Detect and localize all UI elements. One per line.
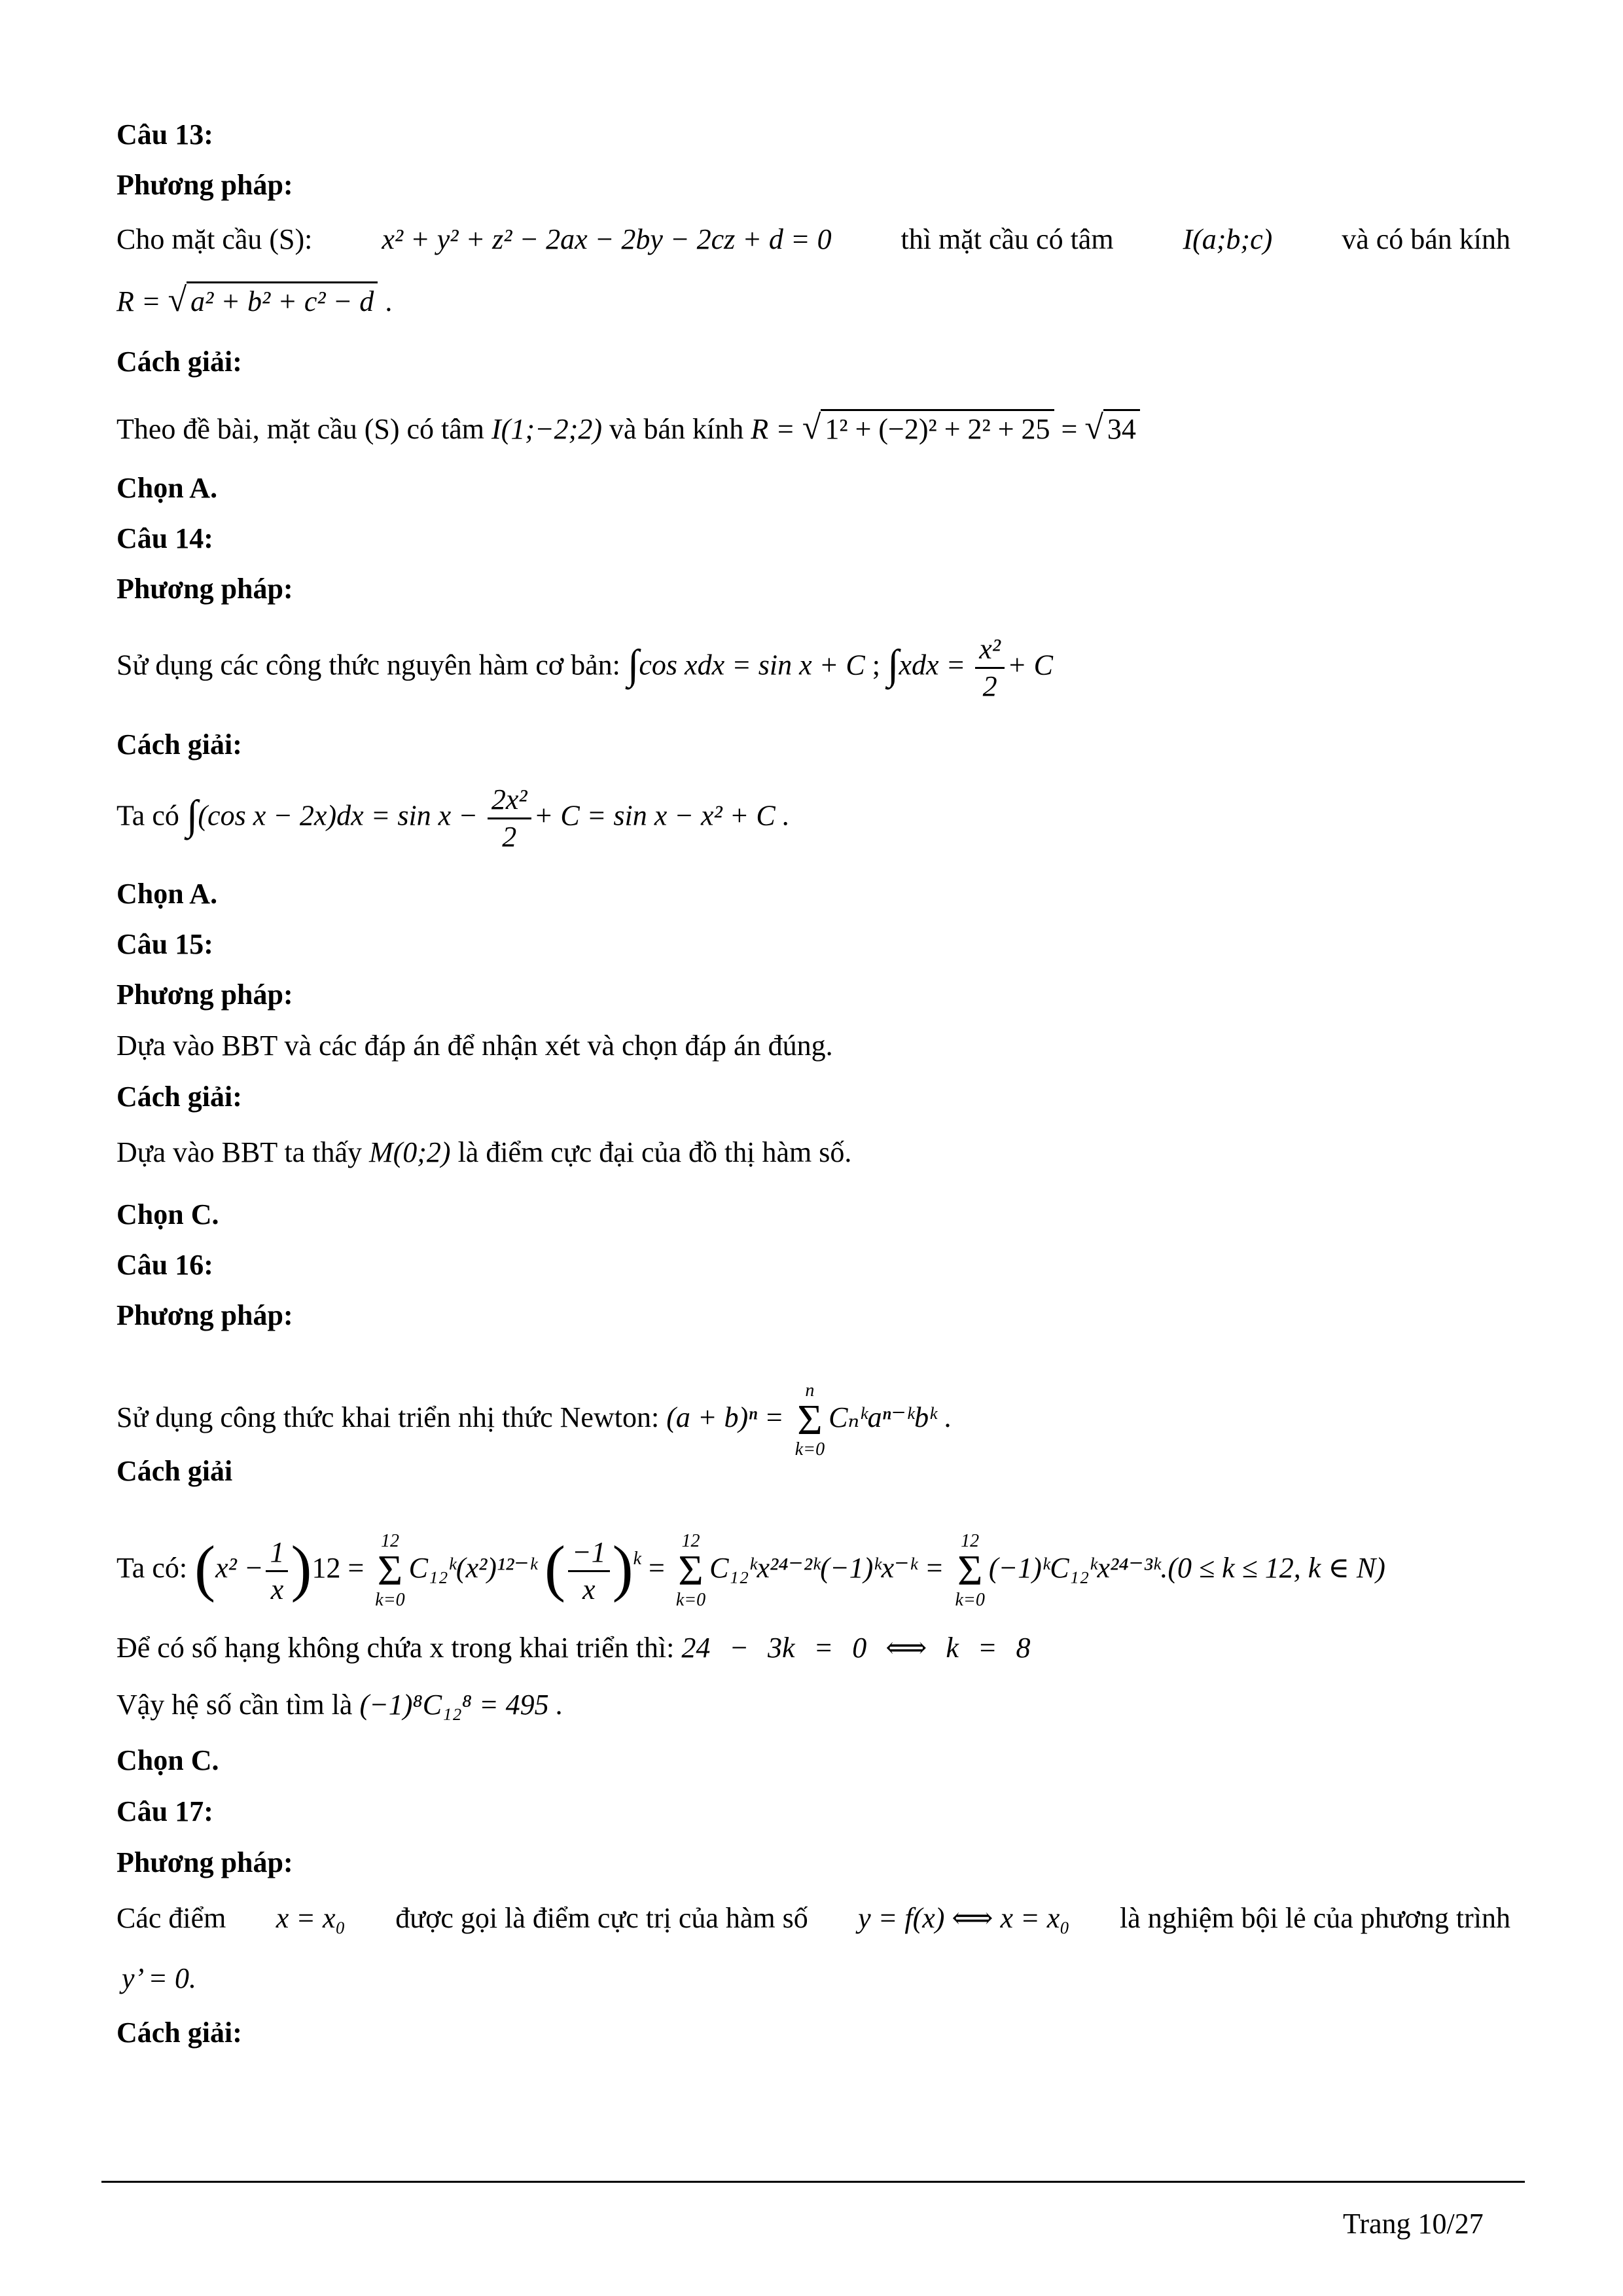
- footer-rule: [101, 2181, 1525, 2183]
- q15-method-label: Phương pháp:: [116, 978, 293, 1011]
- q15-title: Câu 15:: [116, 928, 213, 960]
- q16-line2: Để có số hạng không chứa x trong khai triển thì: 24 − 3k = 0 ⟺ k = 8: [116, 1632, 1031, 1664]
- q14-title: Câu 14:: [116, 522, 213, 554]
- q13-solution-radicand: 1² + (−2)² + 2² + 25: [821, 409, 1054, 448]
- q14-solution-label: Cách giải:: [116, 728, 242, 761]
- integral-icon: ∫: [627, 641, 639, 688]
- sum-icon: 12 Σ k=0: [955, 1531, 985, 1610]
- q17-solution-label: Cách giải:: [116, 2017, 242, 2049]
- q15-answer: Chọn C.: [116, 1198, 219, 1230]
- sum-icon: 12 Σ k=0: [375, 1531, 405, 1610]
- q16-title: Câu 16:: [116, 1249, 213, 1281]
- q13-method-mid: thì mặt cầu có tâm: [901, 223, 1114, 255]
- q16-line3: Vậy hệ số cần tìm là (−1)⁸C₁₂⁸ = 495 .: [116, 1689, 563, 1721]
- q16-condition: 24 − 3k = 0 ⟺ k = 8: [681, 1632, 1031, 1664]
- q14-formula-fraction: $\frac{\text{x²}}{2}$: [975, 632, 1005, 704]
- q16-answer: Chọn C.: [116, 1744, 219, 1776]
- q16-method-line: Sử dụng công thức khai triển nhị thức Newton: (a + b)ⁿ = n Σ k=0 Cₙᵏaⁿ⁻ᵏbᵏ .: [116, 1380, 952, 1460]
- sum-icon: n Σ k=0: [794, 1380, 825, 1460]
- q13-solution-result: 34: [1103, 409, 1140, 448]
- q14-solution-line: Ta có ∫(cos x − 2x)dx = sin x − $\frac{\text{2x²}}{2}$ + C = sin x − x² + C .: [116, 782, 790, 855]
- integral-icon: ∫: [887, 641, 899, 688]
- q16-method-label: Phương pháp:: [116, 1299, 293, 1331]
- page-number: Trang 10/27: [1343, 2208, 1484, 2240]
- q14-method-line: Sử dụng các công thức nguyên hàm cơ bản: ∫cos xdx = sin x + C ; ∫xdx = $\frac{\text{x²}}{2}$ + C: [116, 632, 1053, 704]
- q17-method-label: Phương pháp:: [116, 1846, 293, 1878]
- q16-coefficient: (−1)⁸C₁₂⁸ = 495 .: [359, 1689, 563, 1721]
- q13-solution-line: Theo đề bài, mặt cầu (S) có tâm I(1;−2;2) và bán kính R = √ 1² + (−2)² + 2² + 25 = √ 34: [116, 409, 1140, 448]
- q16-expansion-line: Ta có: (x² − $\frac{1}{x}$ )12 = 12 Σ k=0 C₁₂ᵏ(x²)¹²⁻ᵏ ( $\frac{-1}{x}$ )$^k$ = 12 Σ k=0 C₁₂ᵏx²⁴⁻²ᵏ(−1)ᵏx⁻ᵏ = 12 Σ k=0 (−1)ᵏC₁₂ᵏx²⁴⁻³ᵏ.(0 ≤ k ≤ 12, k ∈ N): [116, 1531, 1385, 1610]
- q14-method-label: Phương pháp:: [116, 573, 293, 605]
- q13-solution-label: Cách giải:: [116, 346, 242, 378]
- q14-solution-fraction: $\frac{\text{2x²}}{2}$: [488, 782, 531, 855]
- q13-answer: Chọn A.: [116, 472, 218, 504]
- q13-method-line: [116, 221, 1510, 258]
- q15-method-text: Dựa vào BBT và các đáp án để nhận xét và chọn đáp án đúng.: [116, 1030, 833, 1062]
- q13-sphere-equation: x² + y² + z² − 2ax − 2by − 2cz + d = 0: [382, 223, 832, 255]
- q15-solution-label: Cách giải:: [116, 1081, 242, 1113]
- q16-binomial-term: Cₙᵏaⁿ⁻ᵏbᵏ: [829, 1401, 937, 1434]
- q14-formula-cos: cos xdx = sin x + C: [639, 649, 865, 681]
- q13-radius-radicand: a² + b² + c² − d: [187, 281, 378, 320]
- q13-radius-formula: R = √ a² + b² + c² − d .: [116, 281, 393, 319]
- integral-icon: ∫: [186, 791, 198, 838]
- q16-solution-label: Cách giải: [116, 1455, 233, 1487]
- q13-method-label: Phương pháp:: [116, 169, 293, 201]
- q17-title: Câu 17:: [116, 1795, 213, 1827]
- q15-solution-line: Dựa vào BBT ta thấy M(0;2) là điểm cực đại của đồ thị hàm số.: [116, 1136, 852, 1168]
- q17-method-line: Các điểm x = x₀ được gọi là điểm cực trị của hàm số y = f(x) ⟺ x = x₀ là nghiệm bội lẻ của phương trình: [116, 1902, 1510, 1934]
- sum-icon: 12 Σ k=0: [675, 1531, 706, 1610]
- q14-answer: Chọn A.: [116, 878, 218, 910]
- q13-solution-center: I(1;−2;2): [491, 413, 602, 445]
- q13-method-end: và có bán kính: [1342, 223, 1510, 255]
- q17-method-eq3: y’ = 0.: [122, 1962, 196, 1994]
- q13-center: I(a;b;c): [1183, 223, 1273, 255]
- q13-title: Câu 13:: [116, 118, 213, 151]
- q13-method-text: Cho mặt cầu (S):: [116, 223, 313, 255]
- q15-point: M(0;2): [368, 1136, 451, 1168]
